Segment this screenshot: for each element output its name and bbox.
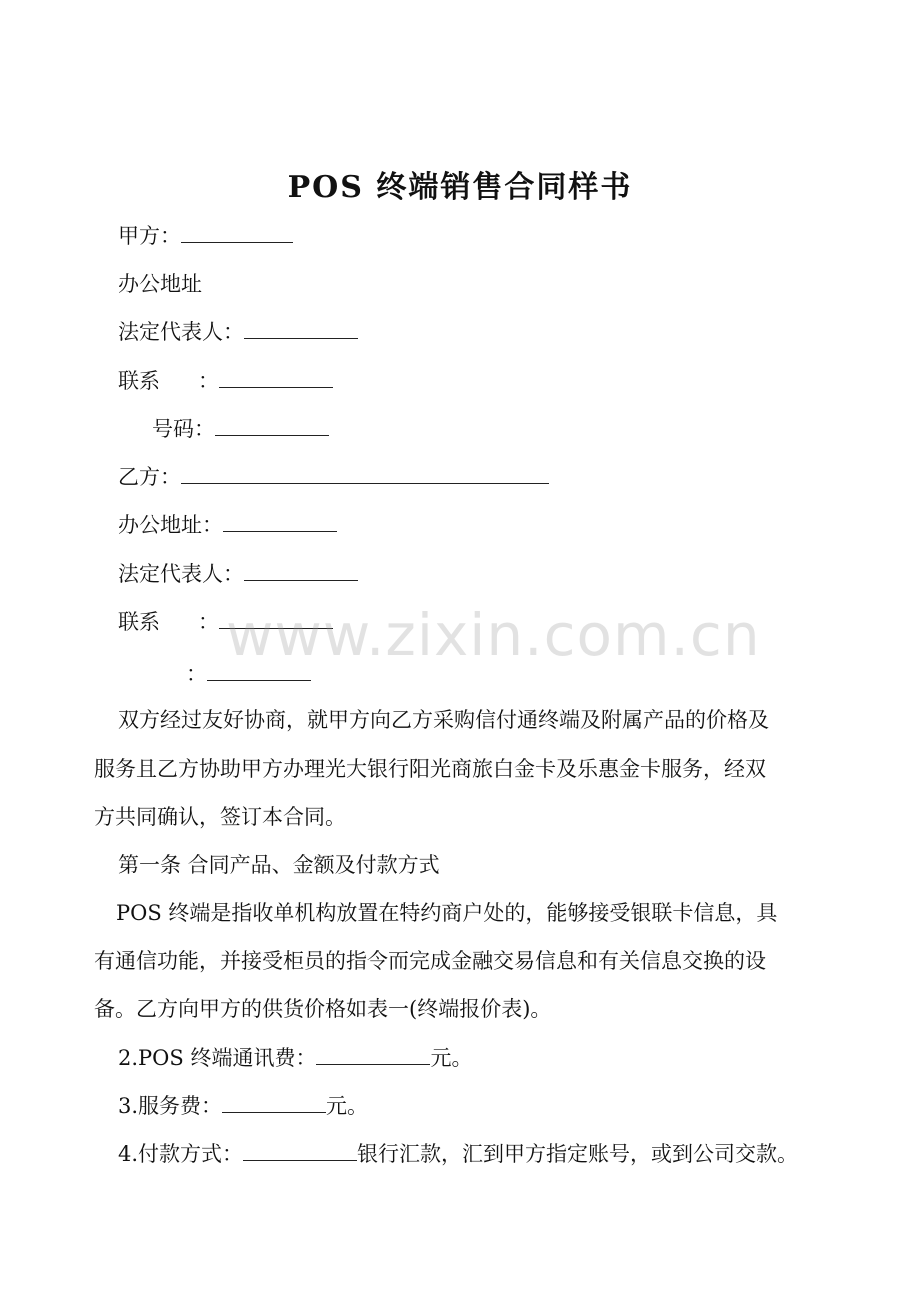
party-a-rep-label: 法定代表人： <box>118 320 244 344</box>
party-b-office-label: 办公地址： <box>118 513 223 537</box>
party-a-contact-line <box>118 367 333 395</box>
article-1-p1-line-3: 备。乙方向甲方的供货价格如表一(终端报价表)。 <box>94 997 552 1021</box>
party-a-contact-blank[interactable] <box>219 369 333 388</box>
party-b-contact-colon: ： <box>198 610 219 634</box>
party-b-rep-label: 法定代表人： <box>118 562 244 586</box>
party-b-contact-label: 联系 <box>118 610 160 634</box>
party-b-rep-blank[interactable] <box>244 562 358 581</box>
party-b-contact-line <box>118 608 333 636</box>
party-b-extra-line <box>186 660 311 688</box>
party-b-office-line <box>118 511 337 539</box>
article-1-item-4 <box>118 1140 798 1168</box>
item-2-prefix: 2.POS 终端通讯费： <box>118 1046 317 1070</box>
intro-line-3: 方共同确认，签订本合同。 <box>94 805 346 829</box>
party-a-contact-label: 联系 <box>118 369 160 393</box>
party-b-extra-colon: ： <box>186 662 207 686</box>
party-a-office-label: 办公地址 <box>118 272 202 296</box>
party-b-contact-blank[interactable] <box>219 610 333 629</box>
party-b-office-blank[interactable] <box>223 513 337 532</box>
party-a-number-label: 号码： <box>152 417 215 441</box>
party-a-contact-colon: ： <box>198 369 219 393</box>
party-b-blank[interactable] <box>181 465 549 484</box>
article-1-p1-line-2: 有通信功能，并接受柜员的指令而完成金融交易信息和有关信息交换的设 <box>94 949 766 973</box>
site-watermark: www.zixin.com.cn <box>226 601 761 669</box>
article-1-p1-line-1: POS 终端是指收单机构放置在特约商户处的，能够接受银联卡信息，具 <box>116 901 778 925</box>
item-3-suffix: 元。 <box>326 1094 369 1118</box>
item-3-blank[interactable] <box>222 1094 326 1113</box>
article-1-item-3 <box>118 1092 368 1120</box>
article-1-item-2 <box>118 1044 472 1072</box>
intro-line-2: 服务且乙方协助甲方办理光大银行阳光商旅白金卡及乐惠金卡服务，经双 <box>94 757 766 781</box>
party-a-label: 甲方： <box>118 224 181 248</box>
party-b-label: 乙方： <box>118 465 181 489</box>
party-a-blank[interactable] <box>181 224 293 243</box>
article-1-heading: 第一条 合同产品、金额及付款方式 <box>118 853 440 877</box>
party-b-line <box>118 463 549 491</box>
intro-line-1: 双方经过友好协商，就甲方向乙方采购信付通终端及附属产品的价格及 <box>118 708 769 732</box>
party-a-rep-line <box>118 318 358 346</box>
party-a-number-blank[interactable] <box>215 417 329 436</box>
document-title: POS 终端销售合同样书 <box>287 170 633 205</box>
party-b-rep-line <box>118 560 358 588</box>
item-3-prefix: 3.服务费： <box>118 1094 223 1118</box>
party-a-line <box>118 222 293 250</box>
item-4-blank[interactable] <box>243 1142 357 1161</box>
item-2-blank[interactable] <box>316 1046 430 1065</box>
party-a-rep-blank[interactable] <box>244 320 358 339</box>
party-a-office-line <box>118 270 202 298</box>
party-a-number-line <box>152 415 329 443</box>
item-4-suffix: 银行汇款，汇到甲方指定账号，或到公司交款。 <box>357 1142 799 1166</box>
party-b-extra-blank[interactable] <box>207 662 311 681</box>
item-2-suffix: 元。 <box>430 1046 473 1070</box>
item-4-prefix: 4.付款方式： <box>118 1142 244 1166</box>
